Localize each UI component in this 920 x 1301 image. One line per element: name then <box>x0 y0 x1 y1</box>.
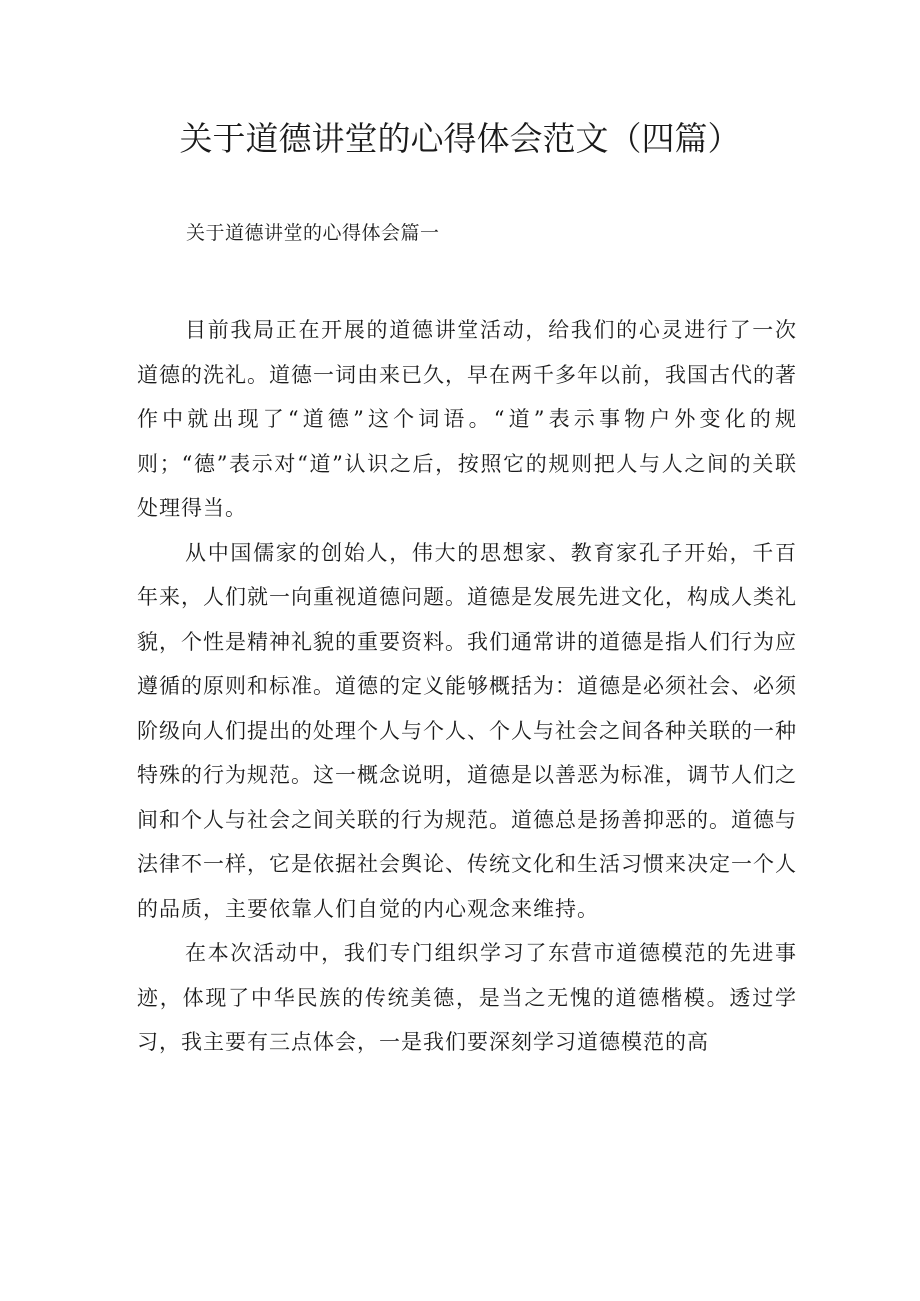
paragraph-3: 在本次活动中，我们专门组织学习了东营市道德模范的先进事迹，体现了中华民族的传统美德，是当之无愧的道德楷模。透过学习，我主要有三点体会，一是我们要深刻学习道德模范的高 <box>137 941 797 1054</box>
paragraph-1: 目前我局正在开展的道德讲堂活动，给我们的心灵进行了一次道德的洗礼。道德一词由来已久，早在两千多年以前，我国古代的著作中就出现了“道德”这个词语。“道”表示事物户外变化的规则；“德”表示对“道”认识之后，按照它的规则把人与人之间的关联处理得当。 <box>137 318 797 520</box>
document-title: 关于道德讲堂的心得体会范文（四篇） <box>179 119 741 158</box>
paragraph-2: 从中国儒家的创始人，伟大的思想家、教育家孔子开始，千百年来，人们就一向重视道德问题。道德是发展先进文化，构成人类礼貌，个性是精神礼貌的重要资料。我们通常讲的道德是指人们行为应遵循的原则和标准。道德的定义能够概括为：道德是必须社会、必须阶级向人们提出的处理个人与个人、个人与社会之间各种关联的一种特殊的行为规范。这一概念说明，道德是以善恶为标准，调节人们之间和个人与社会之间关联的行为规范。道德总是扬善抑恶的。道德与法律不一样，它是依据社会舆论、传统文化和生活习惯来决定一个人的品质，主要依靠人们自觉的内心观念来维持。 <box>137 540 797 921</box>
section-heading: 关于道德讲堂的心得体会篇一 <box>186 222 440 244</box>
document-body <box>137 308 797 1065</box>
